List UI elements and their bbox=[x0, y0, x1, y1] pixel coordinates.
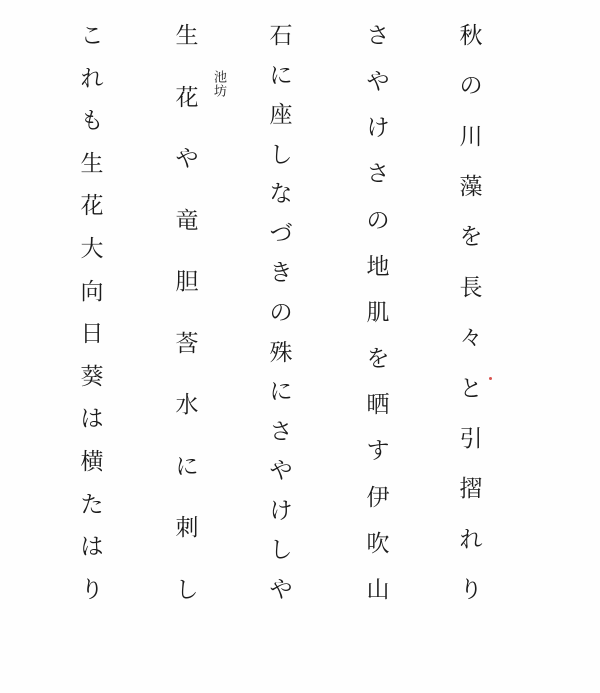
poem-character: こ bbox=[80, 23, 104, 49]
poem-character: さ bbox=[269, 418, 293, 445]
poem-character: 山 bbox=[366, 576, 390, 603]
poem-character: さ bbox=[366, 161, 390, 188]
poem-character: す bbox=[366, 438, 390, 465]
poem-character: 花 bbox=[175, 84, 199, 111]
poem-character: や bbox=[175, 146, 199, 173]
poem-line-2 bbox=[363, 23, 393, 603]
poem-character: を bbox=[366, 346, 390, 373]
poem-character: た bbox=[80, 491, 104, 518]
poem-character: も bbox=[80, 108, 104, 135]
poem-character: し bbox=[175, 576, 199, 603]
poem-character: き bbox=[269, 260, 293, 287]
poem-character: に bbox=[175, 453, 199, 480]
poem-line-1 bbox=[456, 23, 486, 603]
poem-character: に bbox=[269, 62, 293, 89]
poem-character: と bbox=[459, 375, 483, 402]
poem-character: な bbox=[269, 181, 293, 208]
poem-character: 竜 bbox=[175, 207, 199, 234]
poem-character: り bbox=[459, 576, 483, 603]
poem-character: 引 bbox=[459, 425, 483, 452]
poem-character: 向 bbox=[80, 278, 104, 305]
poem-character: づ bbox=[269, 220, 293, 247]
poem-character: 殊 bbox=[269, 339, 293, 366]
poem-line-4-annotation: 池坊 bbox=[211, 70, 226, 98]
poem-character: れ bbox=[459, 526, 483, 553]
poem-character: 横 bbox=[80, 449, 104, 476]
poem-line-4 bbox=[172, 23, 202, 603]
poem-character: や bbox=[366, 69, 390, 96]
poem-character: 晒 bbox=[366, 392, 390, 419]
poem-character: 胆 bbox=[175, 269, 199, 296]
poem-character: の bbox=[459, 73, 483, 100]
poem-character: 刺 bbox=[175, 515, 199, 542]
poem-character: 藻 bbox=[459, 174, 483, 201]
poem-character: 莟 bbox=[175, 330, 199, 357]
poem-character: け bbox=[269, 497, 293, 524]
poem-character: 川 bbox=[459, 123, 483, 150]
poem-character: 大 bbox=[80, 236, 104, 263]
poem-character: に bbox=[269, 379, 293, 406]
poem-character: 水 bbox=[175, 392, 199, 419]
poem-character: 生 bbox=[175, 23, 199, 49]
poem-line-5 bbox=[77, 23, 107, 603]
poem-character: れ bbox=[80, 65, 104, 92]
poem-character: 石 bbox=[269, 23, 293, 49]
poem-character: け bbox=[366, 115, 390, 142]
poem-character: し bbox=[269, 141, 293, 168]
poem-character: 吹 bbox=[366, 530, 390, 557]
poem-character: や bbox=[269, 458, 293, 485]
poem-character: 葵 bbox=[80, 363, 104, 390]
poem-character: 地 bbox=[366, 253, 390, 280]
poem-character: 々 bbox=[459, 325, 483, 352]
poem-character: り bbox=[80, 576, 104, 603]
poem-character: し bbox=[269, 537, 293, 564]
poem-character: 肌 bbox=[366, 299, 390, 326]
poem-character: を bbox=[459, 224, 483, 251]
poem-character: 生 bbox=[80, 150, 104, 177]
poem-character: 伊 bbox=[366, 484, 390, 511]
poem-character: 秋 bbox=[459, 23, 483, 49]
poem-character: は bbox=[80, 406, 104, 433]
poem-character: 摺 bbox=[459, 476, 483, 503]
poem-character: さ bbox=[366, 23, 390, 49]
poem-character: 花 bbox=[80, 193, 104, 220]
poem-character: は bbox=[80, 534, 104, 561]
poem-character: 長 bbox=[459, 274, 483, 301]
scan-speck bbox=[489, 377, 492, 380]
poem-character: 日 bbox=[80, 321, 104, 348]
poem-character: や bbox=[269, 576, 293, 603]
poem-character: の bbox=[269, 299, 293, 326]
poem-character: 座 bbox=[269, 102, 293, 129]
poem-line-3 bbox=[266, 23, 296, 603]
poem-character: の bbox=[366, 207, 390, 234]
